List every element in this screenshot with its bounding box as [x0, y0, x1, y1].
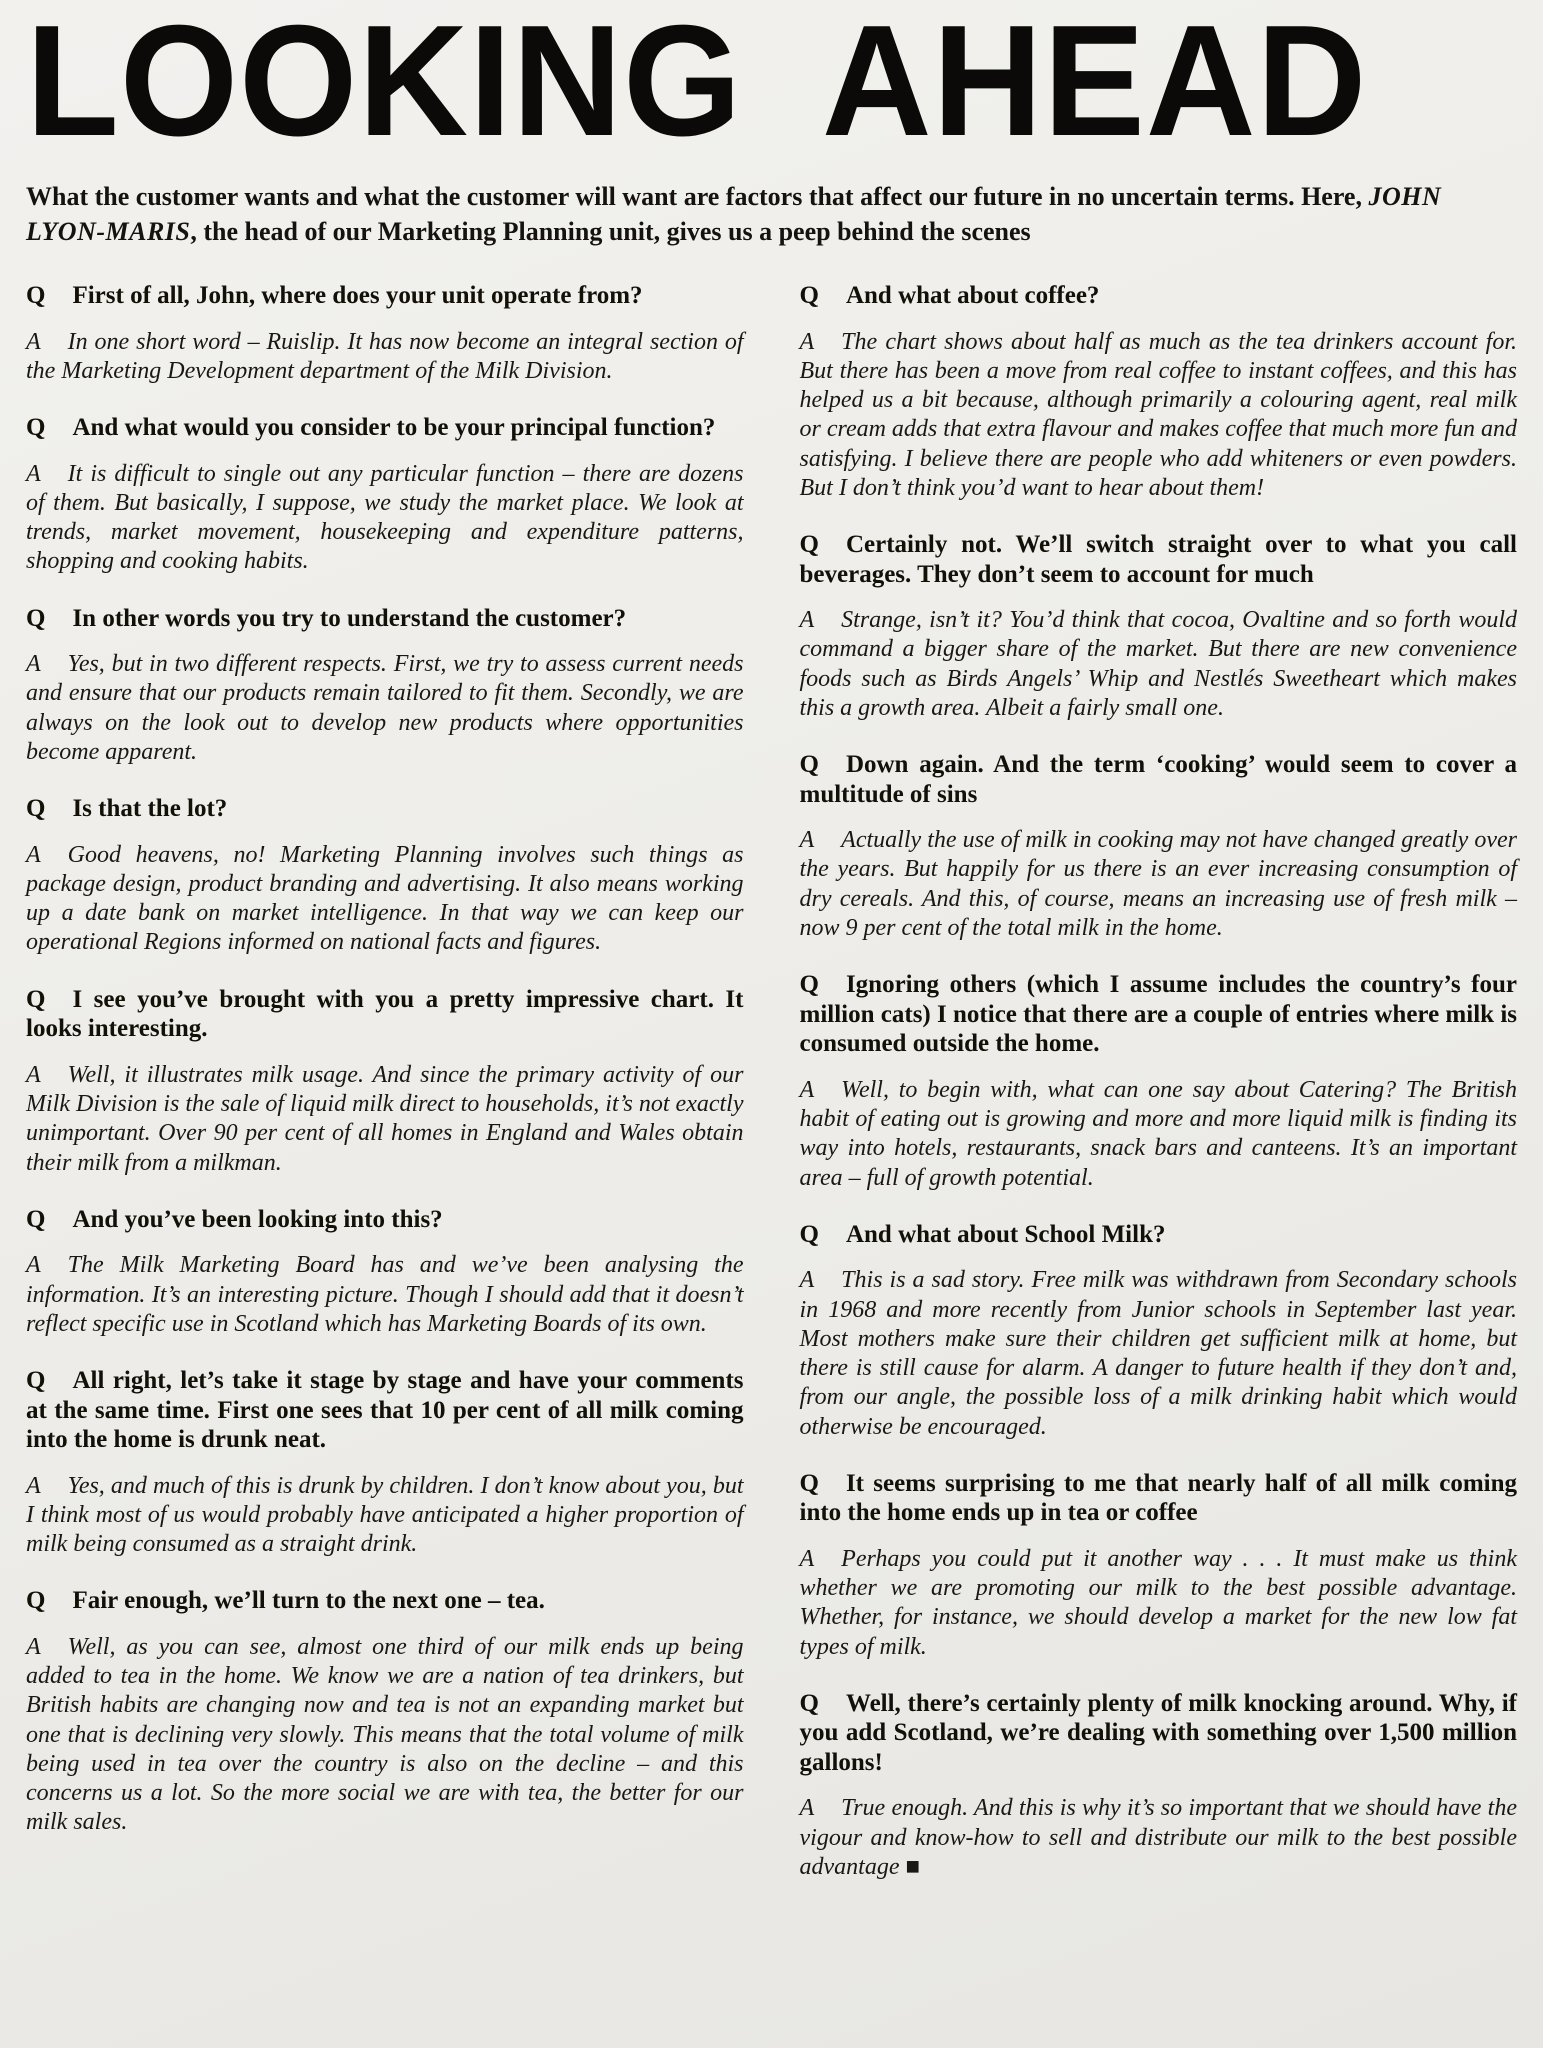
- qa-item: [800, 281, 1518, 503]
- question-text: And what about coffee?: [845, 282, 1100, 310]
- answer-marker: A: [799, 1795, 815, 1822]
- answer-text: Strange, isn’t it? You’d think that cocoa, Ovaltine and so forth would command a bigger share of the market. But there are new convenience foods such as Birds Angels’ Whip and Nestlés Sweetheart which makes this a growth area. Albeit a fairly small one.: [799, 607, 1517, 721]
- column-right: [800, 281, 1518, 1882]
- qa-item: [26, 1586, 744, 1837]
- qa-item: [800, 970, 1518, 1193]
- answer-text: This is a sad story. Free milk was withdrawn from Secondary schools in 1968 and more recently from Junior schools in September last year. Most mothers make sure their children get sufficient milk at home, but there is still cause for alarm. A danger to future health if they don’t and, from our angle, the possible loss of a milk drinking habit which would otherwise be encouraged.: [799, 1267, 1517, 1440]
- question: [800, 1689, 1518, 1778]
- answer: [26, 1251, 744, 1339]
- answer-text: In one short word – Ruislip. It has now become an integral section of the Marketing Development department of the Milk Division.: [26, 328, 744, 384]
- question-marker: Q: [26, 795, 46, 823]
- answer-marker: A: [26, 1061, 41, 1088]
- question-text: I see you’ve brought with you a pretty impressive chart. It looks interesting.: [26, 985, 744, 1043]
- question: [26, 281, 744, 311]
- question-text: First of all, John, where does your unit operate from?: [72, 282, 643, 310]
- answer-text: Yes, but in two different respects. First, we try to assess current needs and ensure that our products remain tailored to fit them. Secondly, we are always on the look out to develop new products where opportunities become apparent.: [26, 651, 744, 765]
- question-marker: Q: [799, 971, 819, 999]
- question: [26, 413, 744, 443]
- answer: [800, 1076, 1518, 1193]
- answer-text: The Milk Marketing Board has and we’ve been analysing the information. It’s an interesting picture. Though I should add that it doesn’t reflect specific use in Scotland which has Marketing Boards of its own.: [26, 1252, 744, 1337]
- page-title: LOOKING AHEAD: [26, 0, 1368, 170]
- question: [26, 794, 744, 824]
- question-text: Down again. And the term ‘cooking’ would seem to cover a multitude of sins: [799, 751, 1517, 808]
- answer-marker: A: [26, 1472, 41, 1499]
- question-text: Is that the lot?: [72, 795, 228, 823]
- answer-marker: A: [799, 1545, 815, 1572]
- answer-text: True enough. And this is why it’s so important that we should have the vigour and know-how to sell and distribute our milk to the best possible advantage ■: [799, 1795, 1517, 1880]
- question-text: Fair enough, we’ll turn to the next one – tea.: [72, 1587, 545, 1615]
- question-marker: Q: [26, 414, 46, 442]
- question-marker: Q: [799, 282, 819, 310]
- intro-text-before: What the customer wants and what the customer will want are factors that affect our future in no uncertain terms. Here,: [26, 182, 1369, 212]
- answer: [26, 460, 744, 577]
- article-columns: [26, 281, 1517, 1882]
- question: [800, 970, 1518, 1059]
- answer-text: Well, it illustrates milk usage. And since the primary activity of our Milk Division is the sale of liquid milk direct to households, it’s not exactly unimportant. Over 90 per cent of all homes in England and Wales obtain their milk from a milkman.: [26, 1061, 744, 1176]
- answer-marker: A: [799, 1076, 815, 1103]
- question: [800, 281, 1518, 311]
- answer-marker: A: [26, 460, 41, 487]
- question: [26, 1586, 744, 1616]
- answer: [800, 1266, 1518, 1442]
- answer-marker: A: [26, 328, 41, 355]
- question-marker: Q: [26, 1205, 46, 1233]
- question: [800, 1220, 1518, 1250]
- question-marker: Q: [26, 985, 46, 1013]
- question-text: Well, there’s certainly plenty of milk knocking around. Why, if you add Scotland, we’re dealing with something over 1,500 million gallons!: [799, 1689, 1517, 1776]
- qa-item: [26, 1205, 744, 1339]
- qa-item: [800, 1220, 1518, 1442]
- question-marker: Q: [799, 1469, 819, 1497]
- question: [26, 1366, 744, 1455]
- answer-text: Well, as you can see, almost one third of our milk ends up being added to tea in the home. We know we are a nation of tea drinkers, but British habits are changing now and tea is not an expanding market but one that is declining very slowly. This means that the total volume of milk being used in tea over the country is also on the decline – and this concerns us a lot. So the more social we are with tea, the better for our milk sales.: [26, 1633, 744, 1836]
- question-text: It seems surprising to me that nearly half of all milk coming into the home ends up in tea or coffee: [799, 1469, 1517, 1527]
- answer: [800, 826, 1518, 943]
- interviewee-name: JOHN LYON-MARIS: [26, 182, 1442, 246]
- qa-item: [26, 281, 744, 386]
- question-marker: Q: [26, 604, 46, 632]
- question-marker: Q: [26, 1367, 46, 1395]
- question: [26, 985, 744, 1044]
- answer-text: It is difficult to single out any particular function – there are dozens of them. But basically, I suppose, we study the market place. We look at trends, market movement, housekeeping and expenditure patterns, shopping and cooking habits.: [26, 460, 744, 575]
- answer: [800, 1794, 1518, 1882]
- question-marker: Q: [799, 1689, 819, 1717]
- answer: [26, 1472, 744, 1560]
- qa-item: [26, 985, 744, 1178]
- question: [26, 604, 744, 634]
- qa-item: [800, 1689, 1518, 1882]
- answer-text: The chart shows about half as much as the tea drinkers account for. But there has been a move from real coffee to instant coffees, and this has helped us a bit because, although primarily a colouring agent, real milk or cream adds that extra flavour and makes coffee that much more fun and satisfying. I believe there are people who add whiteners or even powders. But I don’t think you’d want to hear about them!: [799, 328, 1517, 501]
- answer: [26, 650, 744, 767]
- question-marker: Q: [26, 282, 46, 310]
- qa-item: [26, 1366, 744, 1559]
- question-text: All right, let’s take it stage by stage and have your comments at the same time. First one sees that 10 per cent of all milk coming into the home is drunk neat.: [26, 1367, 744, 1454]
- question-marker: Q: [799, 531, 819, 559]
- question: [800, 750, 1518, 809]
- intro-text-after: , the head of our Marketing Planning unit, gives us a peep behind the scenes: [190, 216, 1031, 246]
- answer-text: Well, to begin with, what can one say about Catering? The British habit of eating out is growing and more and more liquid milk is finding its way into hotels, restaurants, snack bars and canteens. It’s an important area – full of growth potential.: [799, 1076, 1517, 1191]
- answer-marker: A: [799, 328, 815, 355]
- question-text: Certainly not. We’ll switch straight over to what you call beverages. They don’t seem to account for much: [799, 531, 1517, 588]
- question: [26, 1205, 744, 1235]
- qa-item: [26, 413, 744, 577]
- answer-marker: A: [26, 1252, 41, 1279]
- answer-text: Perhaps you could put it another way . . . It must make us think whether we are promoting our milk to the best possible advantage. Whether, for instance, we should develop a market for the new low fat types of milk.: [799, 1545, 1517, 1660]
- qa-item: [26, 604, 744, 768]
- intro-paragraph: [26, 180, 1506, 249]
- question-marker: Q: [799, 1220, 819, 1248]
- column-left: [26, 281, 744, 1882]
- answer-marker: A: [26, 1633, 41, 1660]
- answer: [800, 328, 1518, 504]
- answer-marker: A: [26, 651, 41, 678]
- answer-text: Good heavens, no! Marketing Planning involves such things as package design, product branding and advertising. It also means working up a date bank on market intelligence. In that way we can keep our operational Regions informed on national facts and figures.: [26, 841, 744, 956]
- answer-marker: A: [799, 607, 815, 634]
- answer-marker: A: [799, 1267, 815, 1294]
- question: [800, 1469, 1518, 1528]
- answer: [26, 328, 744, 387]
- question-text: In other words you try to understand the customer?: [72, 604, 627, 632]
- question-text: And what would you consider to be your principal function?: [72, 414, 716, 442]
- question-marker: Q: [799, 751, 819, 779]
- qa-item: [800, 530, 1518, 723]
- answer: [800, 606, 1518, 723]
- question-text: Ignoring others (which I assume includes the country’s four million cats) I notice that there are a couple of entries where milk is consumed outside the home.: [799, 971, 1517, 1058]
- answer: [26, 1633, 744, 1838]
- answer-marker: A: [26, 841, 41, 868]
- question-marker: Q: [26, 1587, 46, 1615]
- question-text: And you’ve been looking into this?: [72, 1205, 443, 1233]
- answer: [26, 841, 744, 958]
- answer-marker: A: [799, 827, 815, 854]
- answer-text: Actually the use of milk in cooking may not have changed greatly over the years. But happily for us there is an ever increasing consumption of dry cereals. And this, of course, means an increasing use of fresh milk – now 9 per cent of the total milk in the home.: [799, 827, 1517, 941]
- question: [800, 530, 1518, 589]
- answer-text: Yes, and much of this is drunk by children. I don’t know about you, but I think most of us would probably have anticipated a higher proportion of milk being consumed as a straight drink.: [26, 1472, 744, 1558]
- answer: [26, 1061, 744, 1178]
- qa-item: [800, 1469, 1518, 1662]
- question-text: And what about School Milk?: [845, 1220, 1166, 1248]
- answer: [800, 1545, 1518, 1662]
- qa-item: [800, 750, 1518, 943]
- qa-item: [26, 794, 744, 958]
